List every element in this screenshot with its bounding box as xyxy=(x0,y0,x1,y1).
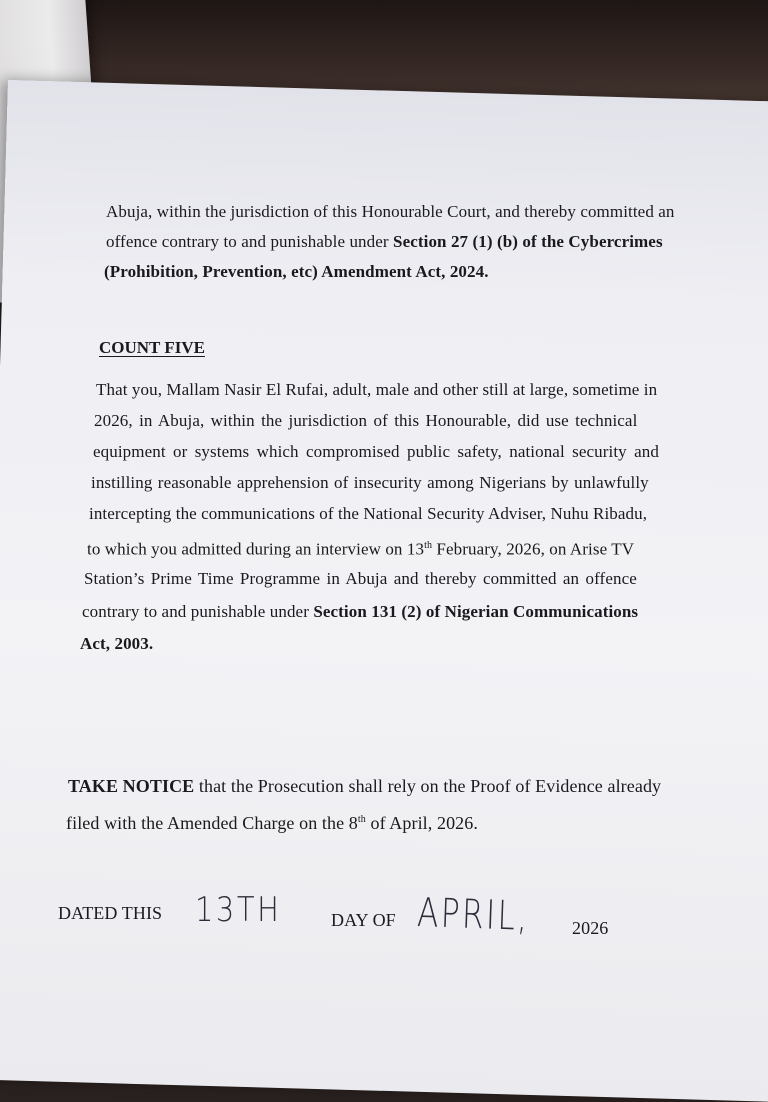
dated-this-label: DATED THIS xyxy=(58,903,163,923)
notice-line-2-sup: th xyxy=(357,814,366,825)
count-five-line-1: That you, Mallam Nasir El Rufai, adult, male and other still at large, sometime in xyxy=(96,380,658,399)
handwritten-day: 13TH xyxy=(195,890,282,930)
handwritten-month: APRIL, xyxy=(416,890,531,940)
take-notice-label: TAKE NOTICE xyxy=(68,776,195,796)
notice-line-2b: of April, 2026. xyxy=(365,813,478,833)
count-five-line-5: intercepting the communications of the National Security Adviser, Nuhu Ribadu, xyxy=(89,504,648,523)
count-five-line-6b: February, 2026, on Arise TV xyxy=(432,539,635,559)
count-five-line-9: Act, 2003. xyxy=(80,634,154,653)
section-27-reference: Section 27 (1) (b) of the Cybercrimes xyxy=(393,232,663,251)
notice-line-1-text: that the Prosecution shall rely on the Proof of Evidence already xyxy=(194,776,662,796)
section-131-reference: Section 131 (2) of Nigerian Communications xyxy=(313,602,639,621)
count-five-line-7: Station’s Prime Time Programme in Abuja and thereby committed an offence xyxy=(84,569,637,588)
count-five-line-3: equipment or systems which compromised public safety, national security and xyxy=(93,442,659,461)
intro-line-3: (Prohibition, Prevention, etc) Amendment Act, 2024. xyxy=(104,262,489,281)
intro-line-2-text: offence contrary to and punishable under xyxy=(106,232,394,251)
count-five-line-8a: contrary to and punishable under xyxy=(82,602,314,621)
intro-line-1: Abuja, within the jurisdiction of this Honourable Court, and thereby committed an xyxy=(106,202,675,221)
count-five-line-6-sup: th xyxy=(424,540,433,551)
count-five-line-4: instilling reasonable apprehension of insecurity among Nigerians by unlawfully xyxy=(91,473,649,492)
dated-year: 2026 xyxy=(572,918,609,938)
day-of-label: DAY OF xyxy=(331,910,396,930)
notice-line-2a: filed with the Amended Charge on the 8 xyxy=(66,813,358,833)
count-five-heading: COUNT FIVE xyxy=(99,338,205,357)
count-five-line-6 xyxy=(87,536,634,560)
count-five-line-2: 2026, in Abuja, within the jurisdiction of this Honourable, did use technical xyxy=(94,411,638,430)
intro-line-2 xyxy=(106,232,663,252)
count-five-line-8 xyxy=(82,602,638,622)
notice-line-1 xyxy=(68,776,661,796)
count-five-line-6a: to which you admitted during an interview on 13 xyxy=(87,539,425,559)
notice-line-2 xyxy=(66,810,478,833)
